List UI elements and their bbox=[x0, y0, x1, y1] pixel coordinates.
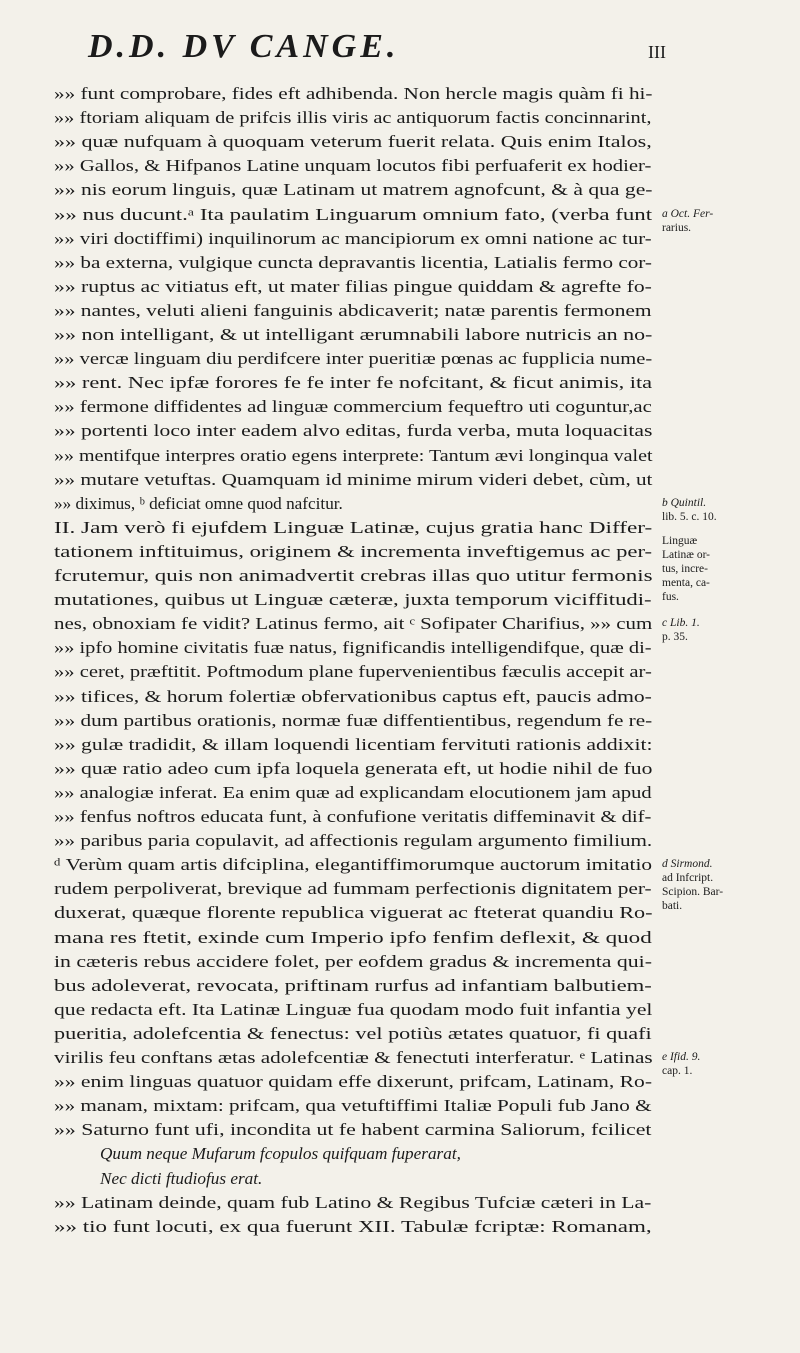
margin-note-line: p. 35. bbox=[662, 631, 688, 644]
text-line: duxerat, quæque florente republica viguerat ac fteterat quandiu Ro- bbox=[54, 903, 653, 923]
text-line: »» nantes, veluti alieni fanguinis abdicaverit; natæ parentis fermonem bbox=[54, 300, 652, 320]
text-line: »» enim linguas quatuor quidam effe dixerunt, prifcam, Latinam, Ro- bbox=[54, 1072, 653, 1092]
margin-note-line: Latinæ or- bbox=[662, 549, 710, 562]
margin-note-line: menta, ca- bbox=[662, 577, 710, 590]
text-line: »» ipfo homine civitatis fuæ natus, fignificandis intelligendifque, quæ di- bbox=[54, 638, 652, 658]
text-line: »» paribus paria copulavit, ad affectionis regulam argumento fimilium. bbox=[54, 831, 653, 851]
text-line: »» quæ ratio adeo cum ipfa loquela generata eft, ut hodie nihil de fuo bbox=[54, 758, 653, 778]
text-line: »» funt comprobare, fides eft adhibenda. Non hercle magis quàm fi hi- bbox=[54, 84, 653, 103]
text-line: »» tio funt locuti, ex qua fuerunt XII. Tabulæ fcriptæ: Romanam, bbox=[54, 1216, 652, 1236]
text-line: in cæteris rebus accidere folet, per eofdem gradus & incrementa qui- bbox=[54, 951, 652, 971]
text-line: »» fenfus noftros educata funt, à confufione veritatis diffeminavit & dif- bbox=[54, 807, 652, 826]
margin-note-line: fus. bbox=[662, 591, 679, 604]
text-line: »» Latinam deinde, quam fub Latino & Regibus Tufciæ cæteri in La- bbox=[54, 1192, 652, 1212]
margin-note-line: cap. 1. bbox=[662, 1065, 693, 1077]
text-line: virilis feu conftans ætas adolefcentiæ & fenectuti interferatur. ᵉ Latinas bbox=[54, 1048, 653, 1067]
text-line: »» Saturno funt ufi, incondita ut fe habent carmina Saliorum, fcilicet bbox=[54, 1120, 652, 1140]
margin-note-line: ad Infcript. bbox=[662, 872, 714, 885]
text-line: »» ba externa, vulgique cuncta depravantis licentia, Latialis fermo cor- bbox=[54, 252, 652, 272]
margin-note-line: d Sirmond. bbox=[662, 858, 713, 871]
text-line: »» vercæ linguam diu perdifcere inter pueritiæ pœnas ac fupplicia nume- bbox=[54, 349, 653, 369]
text-line: »» portenti loco inter eadem alvo editas, furda verba, muta loquacitas bbox=[54, 421, 653, 441]
text-line: mutationes, quibus ut Linguæ cæteræ, juxta temporum viciffitudi- bbox=[54, 590, 652, 610]
margin-note-line: lib. 5. c. 10. bbox=[662, 510, 717, 523]
text-line: »» non intelligant, & ut intelligant ærumnabili labore nutricis an no- bbox=[54, 325, 653, 344]
text-line: que redacta eft. Ita Latinæ Linguæ fua quodam modo fuit infantia yel bbox=[54, 999, 653, 1019]
text-line: »» viri doctiffimi) inquilinorum ac mancipiorum ex omni natione ac tur- bbox=[54, 228, 652, 248]
text-line: »» diximus, ᵇ deficiat omne quod nafcitur. bbox=[54, 493, 343, 513]
text-line: tationem inftituimus, originem & incrementa inveftigemus ac per- bbox=[54, 541, 653, 561]
text-line: »» fermone diffidentes ad linguæ commercium fequeftro uti coguntur,ac bbox=[54, 397, 652, 417]
text-line: »» dum partibus orationis, normæ fuæ diffentientibus, regendum fe re- bbox=[54, 710, 653, 730]
text-line: »» manam, mixtam: prifcam, qua vetuftiffimi Italiæ Populi fub Jano & bbox=[54, 1096, 652, 1116]
text-line: »» mutare vetuftas. Quamquam id minime mirum videri debet, cùm, ut bbox=[54, 469, 653, 489]
text-line: »» analogiæ inferat. Ea enim quæ ad explicandam elocutionem jam apud bbox=[54, 782, 652, 802]
text-line: »» ftoriam aliquam de prifcis illis viris ac antiquorum factis concinnarint, bbox=[54, 108, 652, 128]
margin-note-line: a Oct. Fer- bbox=[662, 207, 714, 220]
text-line: »» mentifque interpres oratio egens interprete: Tantum ævi longinqua valet bbox=[54, 445, 653, 465]
text-line: II. Jam verò fi ejufdem Linguæ Latinæ, cujus gratia hanc Differ- bbox=[54, 517, 653, 537]
text-line: bus adoleverat, revocata, priftinam rurfus ad infantiam balbutiem- bbox=[54, 975, 652, 995]
margin-note-line: c Lib. 1. bbox=[662, 617, 700, 630]
text-line: »» Gallos, & Hifpanos Latine unquam locutos fibi perfuaferit ex hodier- bbox=[54, 156, 652, 176]
text-line: »» nus ducunt.ᵃ Ita paulatim Linguarum omnium fato, (verba funt bbox=[54, 204, 653, 224]
page-header bbox=[0, 28, 800, 78]
margin-note-line: bati. bbox=[662, 900, 683, 913]
text-line: nes, obnoxiam fe vidit? Latinus fermo, ait ᶜ Sofipater Charifius, »» cum bbox=[54, 614, 653, 634]
text-line: »» ruptus ac vitiatus eft, ut mater filias pingue quiddam & agrefte fo- bbox=[54, 276, 652, 296]
text-line: »» gulæ tradidit, & illam loquendi licentiam fervituti rationis addixit: bbox=[54, 734, 653, 754]
text-line: pueritia, adolefcentia & fenectus: vel potiùs ætates quatuor, fi quafi bbox=[54, 1023, 652, 1043]
text-line: mana res ftetit, exinde cum Imperio ipfo fenfim deflexit, & quod bbox=[54, 927, 652, 947]
margin-note-line: e Ifid. 9. bbox=[662, 1051, 701, 1063]
margin-note-line: rarius. bbox=[662, 221, 692, 234]
text-line: »» quæ nufquam à quoquam veterum fuerit relata. Quis enim Italos, bbox=[54, 132, 652, 152]
text-line: ᵈ Verùm quam artis difciplina, elegantiffimorumque auctorum imitatio bbox=[54, 855, 653, 875]
text-line: »» rent. Nec ipfæ forores fe fe inter fe nofcitant, & ficut animis, ita bbox=[54, 373, 653, 393]
page-number: III bbox=[648, 42, 666, 62]
text-line: »» ceret, præftitit. Poftmodum plane fupervenientibus fæculis accepit ar- bbox=[54, 662, 652, 682]
margin-note-line: Linguæ bbox=[662, 535, 698, 548]
text-line: »» nis eorum linguis, quæ Latinam ut matrem agnofcunt, & à qua ge- bbox=[54, 180, 653, 200]
text-line: rudem perpoliverat, brevique ad fummam perfectionis dignitatem per- bbox=[54, 879, 652, 899]
margin-note-line: tus, incre- bbox=[662, 563, 708, 576]
text-line: fcrutemur, quis non animadvertit crebras illas quo utitur fermonis bbox=[54, 566, 653, 585]
margin-note-line: b Quintil. bbox=[662, 496, 707, 509]
margin-note-line: Scipion. Bar- bbox=[662, 886, 724, 899]
text-line: Quum neque Mufarum fcopulos quifquam fuperarat, bbox=[100, 1144, 461, 1164]
text-line: »» tifices, & horum folertiæ obfervationibus captus eft, paucis admo- bbox=[54, 686, 652, 706]
text-line: Nec dicti ftudiofus erat. bbox=[100, 1168, 263, 1188]
running-title: D.D. DV CANGE. bbox=[88, 28, 400, 65]
